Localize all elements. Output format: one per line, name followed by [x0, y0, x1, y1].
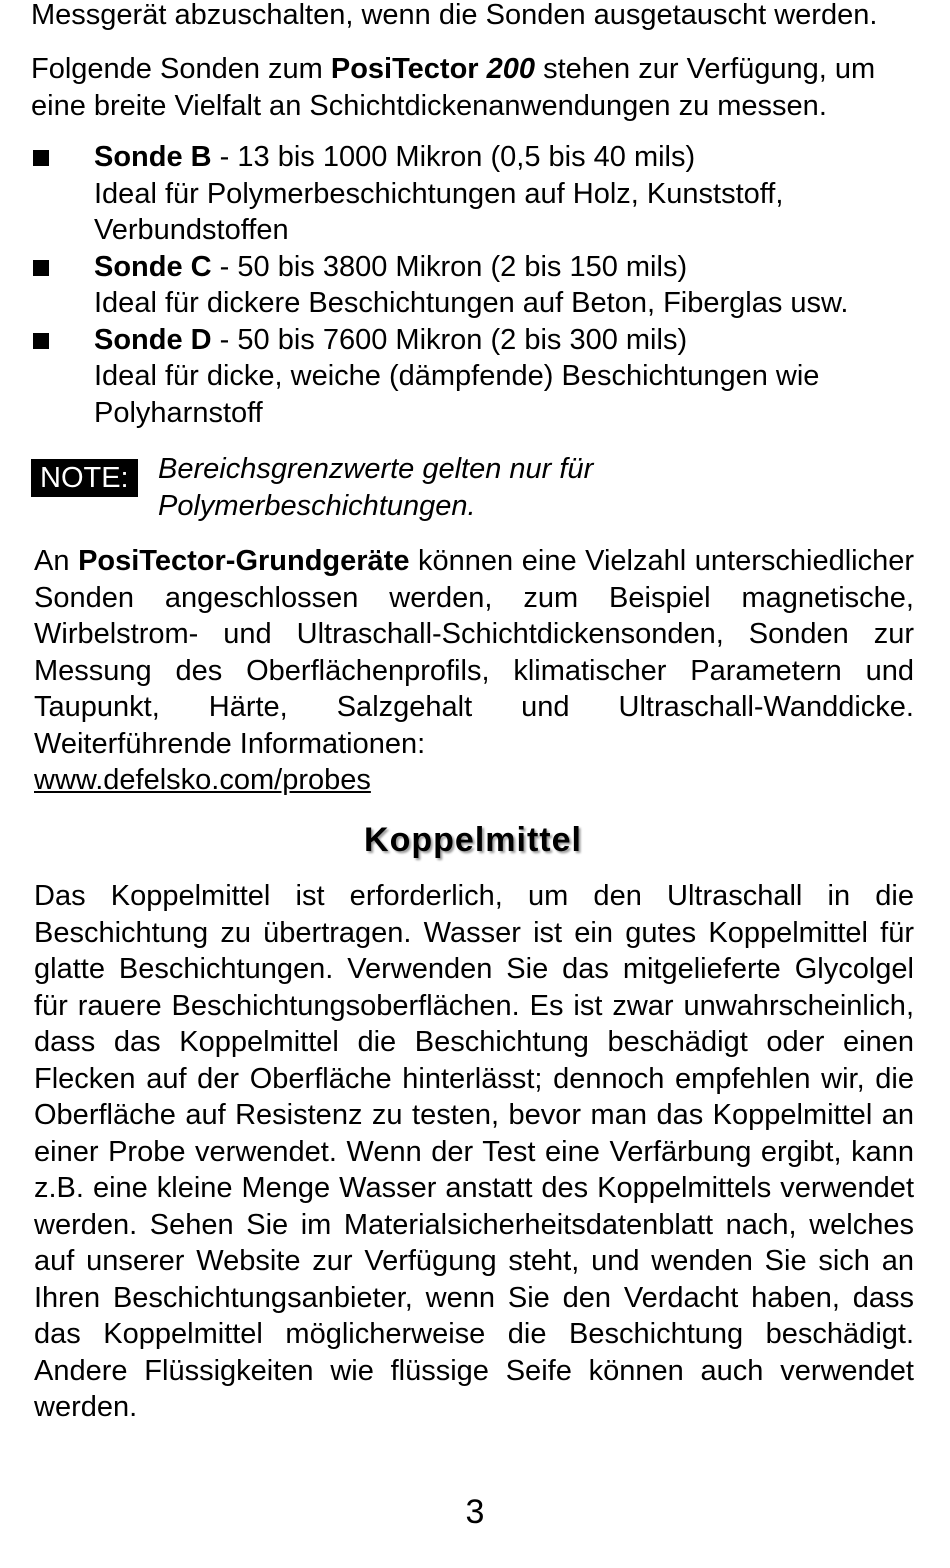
probes-intro-text-after: stehen zur Verfügung, um eine breite Vielfalt an Schichtdickenanwendungen zu messen.	[31, 53, 876, 122]
couplant-paragraph: Das Koppelmittel ist erforderlich, um den Ultraschall in die Beschichtung zu übertragen. Wasser ist ein gutes Koppelmittel für glatte Beschichtungen. Verwenden Sie das mitgelieferte Glycolgel für rauere Beschichtungsoberflächen. Es ist zwar unwahrscheinlich, dass das Koppelmittel die Beschichtung beschädigt oder einen Flecken auf der Oberfläche hinterlässt; dennoch empfehlen wir, die Oberfläche auf Resistenz zu testen, bevor man das Koppelmittel an einer Probe verwendet. Wenn der Test eine Verfärbung ergibt, kann z.B. eine kleine Menge Wasser anstatt des Koppelmittels verwendet werden. Sehen Sie im Materialsicherheitsdatenblatt nach, welches auf unserer Website zur Verfügung steht, und wenden Sie sich an Ihren Beschichtungsanbieter, wenn Sie den Verdacht haben, dass das Koppelmittel möglicherweise die Beschichtung beschädigt. Andere Flüssigkeiten wie flüssige Seife können auch verwendet werden.	[34, 880, 914, 1423]
probes-intro-text-before: Folgende Sonden zum	[31, 53, 331, 85]
probe-name: Sonde D	[94, 323, 212, 356]
note-line: Bereichsgrenzwerte gelten nur für	[158, 453, 594, 485]
note-text	[158, 451, 858, 525]
gauge-bodies-text-after: können eine Vielzahl unterschiedlicher Sonden angeschlossen werden, zum Beispiel magnetische, Wirbelstrom- und Ultraschall-Schichtdickensonden, Sonden zur Messung des Oberflächenprofils, klimatischer Parametern und Taupunkt, Härte, Salzgehalt und Ultraschall-Wanddicke. Weiterführende Informationen:	[34, 545, 915, 760]
gauge-bodies-text-before: An	[34, 545, 79, 577]
probe-name: Sonde C	[94, 250, 212, 283]
probe-list	[31, 139, 915, 431]
probe-range: - 13 bis 1000 Mikron (0,5 bis 40 mils)	[211, 141, 696, 173]
probe-range: - 50 bis 3800 Mikron (2 bis 150 mils)	[211, 250, 688, 283]
probes-intro-paragraph	[31, 51, 915, 124]
probe-range: - 50 bis 7600 Mikron (2 bis 300 mils)	[211, 323, 688, 356]
page-number: 3	[465, 1493, 485, 1531]
list-item	[31, 249, 915, 322]
list-item	[31, 139, 915, 249]
product-model: 200	[486, 53, 536, 85]
square-bullet-icon	[33, 150, 49, 166]
list-item	[31, 322, 915, 432]
section-heading: Koppelmittel	[364, 821, 582, 859]
probe-description: Ideal für dicke, weiche (dämpfende) Beschichtungen wie Polyharnstoff	[94, 360, 820, 429]
note-line: Polymerbeschichtungen.	[158, 490, 476, 522]
note-label: NOTE:	[31, 459, 138, 497]
intro-paragraph-end: Messgerät abzuschalten, wenn die Sonden ausgetauscht werden.	[31, 0, 878, 31]
gauge-bodies-paragraph	[34, 543, 914, 799]
probes-link[interactable]: www.defelsko.com/probes	[34, 764, 371, 796]
probe-name: Sonde B	[94, 141, 212, 173]
gauge-bodies-bold: PosiTector-Grundgeräte	[78, 545, 410, 577]
probe-description: Ideal für dickere Beschichtungen auf Beton, Fiberglas usw.	[94, 287, 849, 319]
square-bullet-icon	[33, 260, 49, 276]
product-name: PosiTector	[330, 53, 487, 85]
probe-description: Ideal für Polymerbeschichtungen auf Holz, Kunststoff, Verbundstoffen	[94, 177, 784, 246]
square-bullet-icon	[33, 333, 49, 349]
